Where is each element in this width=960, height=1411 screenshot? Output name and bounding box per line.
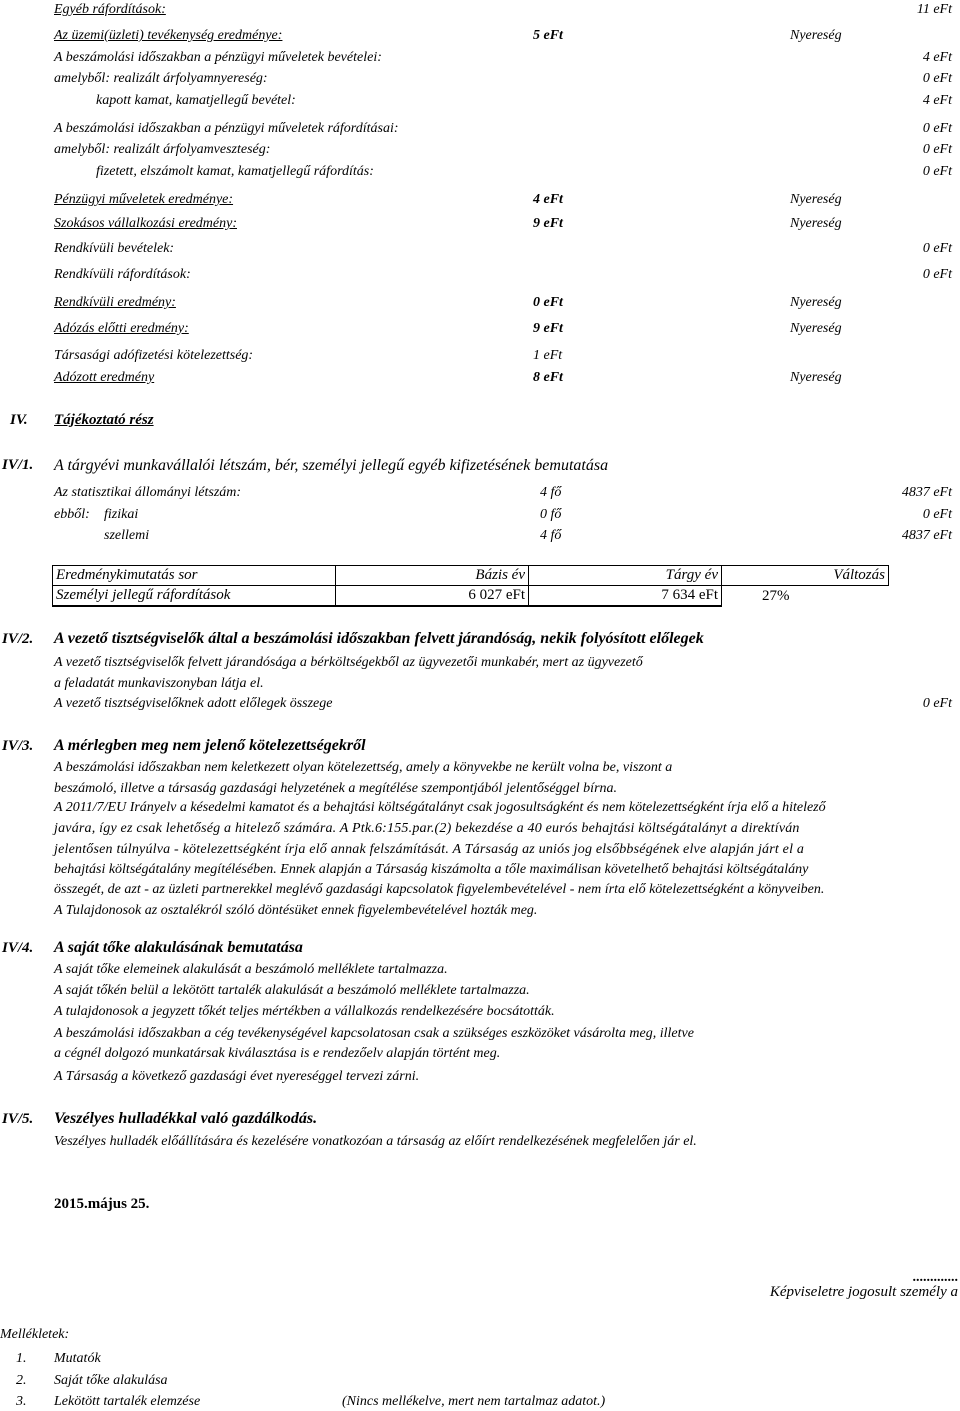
row-amount: 1 eFt <box>533 348 563 363</box>
headcount-label: ebből: <box>54 507 90 522</box>
row-status: Nyereség <box>790 216 842 231</box>
paragraph-line: Veszélyes hulladék előállítására és kezelésére vonatkozóan a társaság az előírt rendelkezésének megfelelően jár el. <box>54 1134 697 1149</box>
row-status: Nyereség <box>790 295 842 310</box>
attachment-number: 3. <box>16 1394 27 1409</box>
row-amount: 0 eFt <box>533 295 563 310</box>
row-value: 4 eFt <box>922 50 952 65</box>
row-label: Rendkívüli ráfordítások: <box>54 267 191 282</box>
row-value: 0 eFt <box>922 241 952 256</box>
advance-value: 0 eFt <box>922 696 952 711</box>
section-title: Veszélyes hulladékkal való gazdálkodás. <box>54 1110 318 1127</box>
paragraph-line: A saját tőke elemeinek alakulását a beszámoló melléklete tartalmazza. <box>54 962 448 977</box>
table-cell: 27% <box>722 586 889 607</box>
headcount-value: 4837 eFt <box>901 485 952 500</box>
row-label: amelyből: realizált árfolyamveszteség: <box>54 142 271 157</box>
section-number: IV/3. <box>2 738 34 754</box>
row-label: Pénzügyi műveletek eredménye: <box>54 192 234 207</box>
row-value: 0 eFt <box>922 164 952 179</box>
paragraph-line: A beszámolási időszakban nem keletkezett olyan kötelezettség, amely a könyvekbe ne került volna be, viszont a <box>54 760 673 775</box>
row-status: Nyereség <box>790 192 842 207</box>
row-label: Adózott eredmény <box>54 370 155 385</box>
paragraph-line: A 2011/7/EU Irányelv a késedelmi kamatot és a behajtási költségátalányt csak jogosultságként és nem kötelezettségként írja elő a hitelező <box>54 800 826 815</box>
section-title: Tájékoztató rész <box>54 412 154 428</box>
section-title: A tárgyévi munkavállalói létszám, bér, személyi jellegű egyéb kifizetésének bemutatása <box>54 457 609 474</box>
row-value: 0 eFt <box>922 121 952 136</box>
row-label: A beszámolási időszakban a pénzügyi műveletek ráfordításai: <box>54 121 399 136</box>
row-amount: 9 eFt <box>533 321 563 336</box>
row-label: Rendkívüli bevételek: <box>54 241 175 256</box>
row-label: Adózás előtti eredmény: <box>54 321 189 336</box>
section-number: IV/4. <box>2 940 34 956</box>
section-number: IV. <box>10 412 28 428</box>
row-amount: 5 eFt <box>533 28 563 43</box>
attachment-number: 2. <box>16 1373 27 1388</box>
section-number: IV/5. <box>2 1111 34 1127</box>
paragraph-line: a cégnél dolgozó munkatársak kiválasztása is e rendezőelv alapján történt meg. <box>54 1046 501 1061</box>
headcount-count: 0 fő <box>540 507 562 522</box>
table-header: Tárgy év <box>529 566 722 586</box>
paragraph-line: A vezető tisztségviselők felvett járandósága a bérköltségekből az ügyvezetői munkabér, mert az ügyvezető <box>54 655 643 670</box>
paragraph-line: A vezető tisztségviselőknek adott előlegek összege <box>54 696 333 711</box>
table-header: Bázis év <box>336 566 529 586</box>
table-cell: 6 027 eFt <box>336 586 529 607</box>
row-status: Nyereség <box>790 370 842 385</box>
row-value: 0 eFt <box>922 267 952 282</box>
attachment-note: (Nincs mellékelve, mert nem tartalmaz adatot.) <box>342 1394 606 1409</box>
table-header: Változás <box>722 566 889 586</box>
row-value: 0 eFt <box>922 142 952 157</box>
table-cell: Személyi jellegű ráfordítások <box>53 586 336 607</box>
paragraph-line: A tulajdonosok a jegyzett tőkét teljes mértékben a vállalkozás rendelkezésére bocsátották. <box>54 1004 555 1019</box>
row-label: Rendkívüli eredmény: <box>54 295 176 310</box>
row-value: 0 eFt <box>922 71 952 86</box>
headcount-count: 4 fő <box>540 485 562 500</box>
row-amount: 4 eFt <box>533 192 563 207</box>
signature-dots: ............. <box>912 1270 958 1285</box>
row-label: amelyből: realizált árfolyamnyereség: <box>54 71 268 86</box>
headcount-value: 0 eFt <box>922 507 952 522</box>
row-label: kapott kamat, kamatjellegű bevétel: <box>96 93 296 108</box>
row-status: Nyereség <box>790 321 842 336</box>
paragraph-line: A saját tőkén belül a lekötött tartalék alakulását a beszámoló melléklete tartalmazza. <box>54 983 530 998</box>
section-number: IV/1. <box>2 457 34 473</box>
attachment-item: Lekötött tartalék elemzése <box>54 1394 201 1409</box>
paragraph-line: beszámoló, illetve a társaság gazdasági helyzetének a megítélése szempontjából jelentőséggel bírna. <box>54 781 618 796</box>
document-date: 2015.május 25. <box>54 1196 150 1212</box>
headcount-label: Az statisztikai állományi létszám: <box>54 485 242 500</box>
section-title: A vezető tisztségviselők által a beszámolási időszakban felvett járandóság, nekik folyósított előlegek <box>54 630 704 647</box>
signature-label: Képviseletre jogosult személy a <box>769 1284 958 1300</box>
paragraph-line: A Társaság a következő gazdasági évet nyereséggel tervezi zárni. <box>54 1069 420 1084</box>
headcount-label: fizikai <box>104 507 139 522</box>
attachments-title: Mellékletek: <box>0 1327 70 1342</box>
table-header-row <box>53 566 889 586</box>
row-label: Egyéb ráfordítások: <box>54 2 166 17</box>
row-value: 11 eFt <box>916 2 952 17</box>
paragraph-line: javára, így ez csak lehetőség a hitelező számára. A Ptk.6:155.par.(2) bekezdése a 40 eurós behajtási költségátalányt a direktíván <box>54 821 800 836</box>
personnel-costs-table <box>52 565 889 607</box>
row-label: Társasági adófizetési kötelezettség: <box>54 348 254 363</box>
table-header: Eredménykimutatás sor <box>53 566 336 586</box>
table-cell: 7 634 eFt <box>529 586 722 607</box>
paragraph-line: A beszámolási időszakban a cég tevékenységével kapcsolatosan csak a szükséges eszközöket vásárolta meg, illetve <box>54 1026 694 1041</box>
headcount-value: 4837 eFt <box>901 528 952 543</box>
row-status: Nyereség <box>790 28 842 43</box>
section-title: A mérlegben meg nem jelenő kötelezettségekről <box>54 737 366 754</box>
attachment-number: 1. <box>16 1351 27 1366</box>
paragraph-line: jelentősen túlnyúlva - kötelezettségként írja elő annak felszámítását. A Társaság az uniós jog elsőbbségének elve alapján járt el a <box>54 842 805 857</box>
row-label: Szokásos vállalkozási eredmény: <box>54 216 237 231</box>
row-value: 4 eFt <box>922 93 952 108</box>
section-number: IV/2. <box>2 631 34 647</box>
table-row <box>53 586 889 607</box>
headcount-count: 4 fő <box>540 528 562 543</box>
row-amount: 8 eFt <box>533 370 563 385</box>
section-title: A saját tőke alakulásának bemutatása <box>54 939 303 956</box>
row-label: Az üzemi(üzleti) tevékenység eredménye: <box>54 28 283 43</box>
paragraph-line: behajtási költségátalány megítélésében. Ennek alapján a Társaság kiszámolta a tőle maximálisan követelhető behajtási költségátalány <box>54 862 809 877</box>
headcount-label: szellemi <box>104 528 150 543</box>
row-label: A beszámolási időszakban a pénzügyi műveletek bevételei: <box>54 50 382 65</box>
row-amount: 9 eFt <box>533 216 563 231</box>
paragraph-line: összegét, de azt - az üzleti partnerekkel meglévő gazdasági kapcsolatok figyelembevételével - nem írta elő kötelezettségként a könyveiben. <box>54 882 825 897</box>
row-label: fizetett, elszámolt kamat, kamatjellegű ráfordítás: <box>96 164 374 179</box>
paragraph-line: A Tulajdonosok az osztalékról szóló döntésüket ennek figyelembevételével hozták meg. <box>54 903 538 918</box>
paragraph-line: a feladatát munkaviszonyban látja el. <box>54 676 264 691</box>
attachment-item: Mutatók <box>54 1351 101 1366</box>
attachment-item: Saját tőke alakulása <box>54 1373 168 1388</box>
